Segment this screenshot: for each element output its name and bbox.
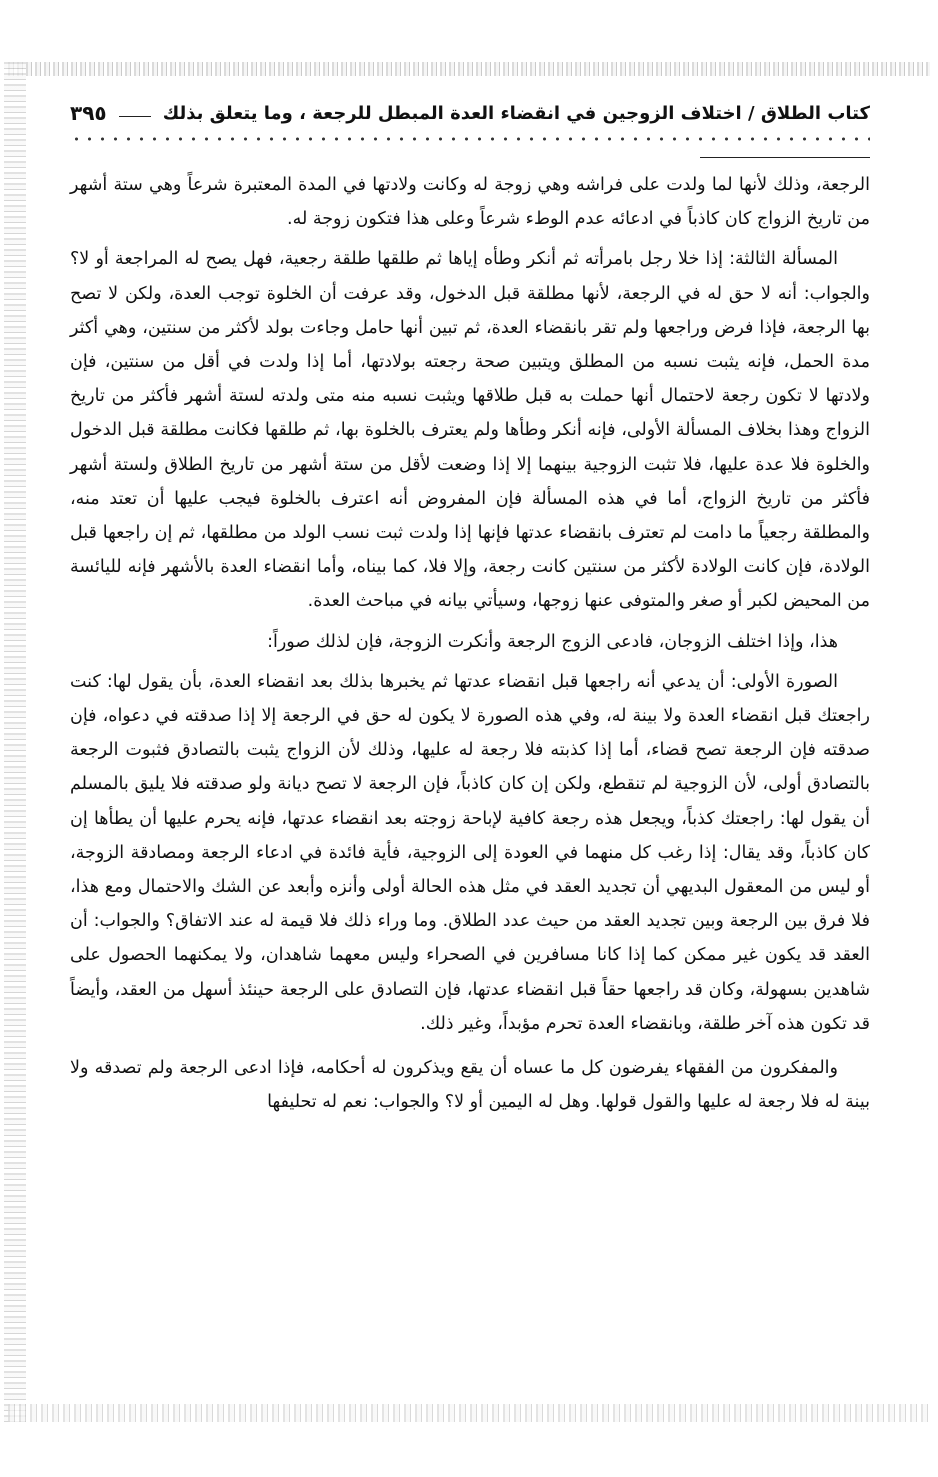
body-text [70,168,870,1119]
paragraph-5: والمفكرون من الفقهاء يفرضون كل ما عساه أن يقع ويذكرون له أحكامه، فإذا ادعى الرجعة ولم تصدقه ولا بينة له فلا رجعة له عليها والقول قولها. وهل له اليمين أو لا؟ والجواب: نعم له تحليفها [70,1058,870,1113]
header-rule [119,116,151,117]
continuation-rule [700,157,870,158]
header-title: كتاب الطلاق / اختلاف الزوجين في انقضاء العدة المبطل للرجعة ، وما يتعلق بذلك [162,102,870,124]
paragraph-1: الرجعة، وذلك لأنها لما ولدت على فراشه وهي زوجة له وكانت ولادتها في المدة المعتبرة شرعاً وهي ستة أشهر من تاريخ الزواج كان كاذباً في ادعائه عدم الوطء شرعاً وعلى هذا فتكون زوجة له. [70,175,870,230]
scan-border-top [8,62,930,76]
book-page [70,95,870,1125]
paragraph-3: هذا، وإذا اختلف الزوجان، فادعى الزوج الرجعة وأنكرت الزوجة، فإن لذلك صوراً: [267,631,838,652]
paragraph-2: المسألة الثالثة: إذا خلا رجل بامرأته ثم أنكر وطأه إياها ثم طلقها طلقة رجعية، فهل يصح له المراجعة أو لا؟ والجواب: أنه لا حق له في الرجعة، لأنها مطلقة قبل الدخول، وقد عرفت أن الخلوة توجب العدة، ولكن لا تصح بها الرجعة، فإذا فرض وراجعها ولم تقر بانقضاء العدة، ثم تبين أنها حامل وجاءت بولد لأكثر من سنتين، وهي أكثر مدة الحمل، فإنه يثبت نسبه من المطلق ويتبين صحة رجعته بولادتها، أما إذا ولدت في أقل من سنتين، فإن ولادتها لا تكون رجعة لاحتمال أنها حملت به قبل طلاقها ويثبت نسبه منه متى ولدته لستة أشهر فأكثر من تاريخ الزواج وهذا بخلاف المسألة الأولى، فإنه أنكر وطأها ولم يعترف بالخلوة بها، ثم طلقها فكانت مطلقة قبل الدخول والخلوة فلا عدة عليها، فلا تثبت الزوجية بينهما إلا إذا وضعت لأقل من ستة أشهر من تاريخ الطلاق ولستة أشهر فأكثر من تاريخ الزواج، أما في هذه المسألة فإن المفروض أنه اعترف بالخلوة فيجب عليها أن تعتد منه، والمطلقة رجعياً ما دامت لم تعترف بانقضاء عدتها فإنها إذا ولدت ثبت نسب الولد من مطلقها، ثم إن راجعها قبل الولادة، فإن كانت الولادة لأكثر من سنتين كانت رجعة، وإلا فلا، كما بيناه، وأما انقضاء العدة بالأشهر فإنه لليائسة من المحيض لكبر أو صغر والمتوفى عنها زوجها، وسيأتي بيانه في مباحث العدة. [70,249,870,612]
page-number: ٣٩٥ [70,101,107,125]
scan-border-bottom [8,1404,930,1422]
paragraph-4: الصورة الأولى: أن يدعي أنه راجعها قبل انقضاء عدتها ثم يخبرها بذلك بعد انقضاء العدة، بأن يقول لها: كنت راجعتك قبل انقضاء العدة ولا بينة له، وفي هذه الصورة لا يكون له حق في الرجعة إلا إذا صدقته في دعواه، فإن صدقته فإن الرجعة تصح قضاء، أما إذا كذبته فلا رجعة له عليها، وذلك لأن الزواج يثبت بالتصادق فثبوت الرجعة بالتصادق أولى، لأن الزوجية لم تنقطع، ولكن إن كان كاذباً، فإن الرجعة لا تصح ديانة ولو صدقته فلا يليق بالمسلم أن يقول لها: راجعتك كذباً، ويجعل هذه رجعة كافية لإباحة زوجته بعد انقضاء عدتها، فإنه يحرم عليها أن يطأها إن كان كاذباً، وقد يقال: إذا رغب كل منهما في العودة إلى الزوجية، فأية فائدة في ادعاء الرجعة ومصادقة الزوجة، أو ليس من المعقول البديهي أن تجديد العقد في مثل هذه الحالة أولى وأنزه وأبعد عن الشك والاحتمال ومع هذا، فلا فرق بين الرجعة وبين تجديد العقد من حيث عدد الطلاق. وما وراء ذلك فلا قيمة له عند الاتفاق؟ والجواب: أن العقد قد يكون غير ممكن كما إذا كانا مسافرين في الصحراء وليس معهما شاهدان، ولا يمكنهما الحصول على شاهدين بسهولة، وكان قد راجعها حقاً قبل انقضاء عدتها، فإن التصادق على الرجعة حينئذ أسهل من العقد، وأيضاً قد تكون هذه آخر طلقة، وبانقضاء العدة تحرم مؤبداً، وغير ذلك. [70,671,870,1034]
running-header [70,95,870,131]
scan-border-left [4,62,26,1422]
dotted-divider [70,135,870,143]
